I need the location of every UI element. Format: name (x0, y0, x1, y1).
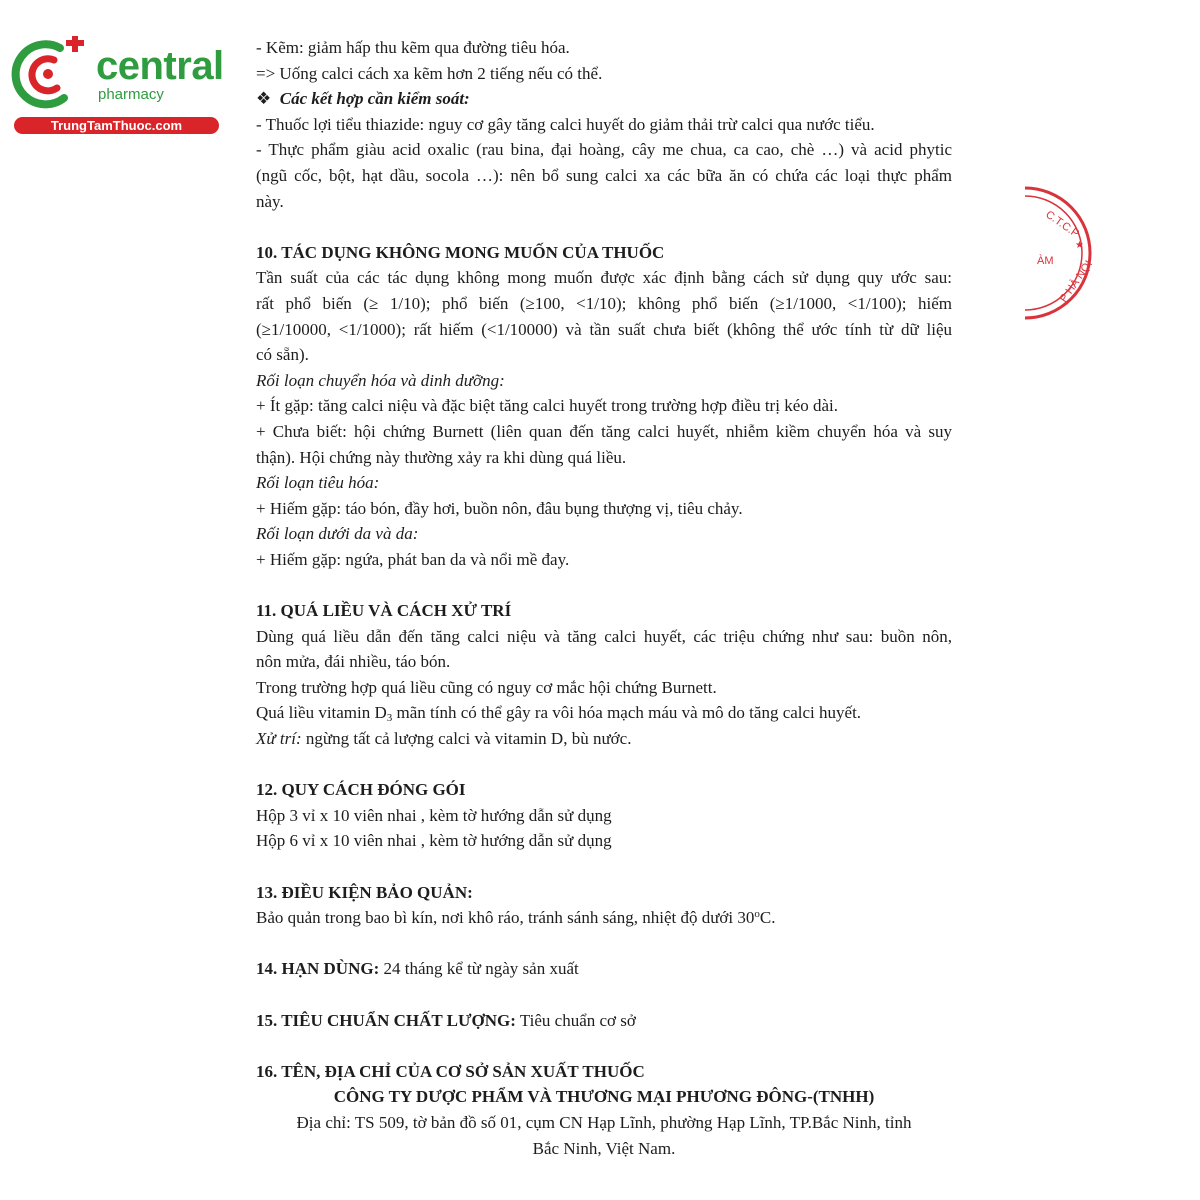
text-line: Bảo quản trong bao bì kín, nơi khô ráo, tránh sánh sáng, nhiệt độ dưới 30$^o$C. (256, 908, 776, 928)
svg-text:★: ★ (1075, 240, 1084, 251)
text-line: + Ít gặp: tăng calci niệu và đặc biệt tăng calci huyết trong trường hợp điều trị kéo dài. (256, 396, 839, 416)
text-line: có sẵn). (256, 345, 309, 365)
subheading-controlled-interactions: Các kết hợp cần kiểm soát: (279, 89, 470, 109)
section-15-title: 15. TIÊU CHUẨN CHẤT LƯỢNG: (256, 1010, 516, 1030)
category-label: Rối loạn dưới da và da: (256, 524, 419, 544)
svg-text:P HÀ NỘI: P HÀ NỘI (1057, 258, 1095, 305)
text-line: Xử trí: ngừng tất cả lượng calci và vitamin D, bù nước. (256, 729, 632, 749)
text-line: Trong trường hợp quá liều cũng có nguy cơ mắc hội chứng Burnett. (256, 677, 717, 697)
text-line: nôn mửa, đái nhiều, táo bón. (256, 652, 451, 672)
text-line: + Chưa biết: hội chứng Burnett (liên quan đến tăng calci huyết, nhiễm kiềm chuyển hóa và suy (256, 421, 952, 441)
section-13-title: 13. ĐIỀU KIỆN BẢO QUẢN: (256, 882, 473, 902)
subheading-line (256, 86, 952, 112)
section-14: 14. HẠN DÙNG: 24 tháng kể từ ngày sản xuất (256, 959, 579, 979)
text-line: rất phổ biến (≥ 1/10); phổ biến (≥100, <1/10); không phổ biến (≥1/1000, <1/100); hiếm (256, 293, 952, 313)
text-line: thận). Hội chứng này thường xảy ra khi dùng quá liều. (256, 447, 627, 467)
section-16-title: 16. TÊN, ĐỊA CHỈ CỦA CƠ SỞ SẢN XUẤT THUỐC (256, 1061, 645, 1081)
brand-name: central (96, 44, 224, 88)
category-label: Rối loạn tiêu hóa: (256, 473, 380, 493)
text-line: + Hiếm gặp: ngứa, phát ban da và nổi mề đay. (256, 549, 570, 569)
text-line: (≥1/10000, <1/1000); rất hiếm (<1/10000) và tần suất chưa biết (không thể ước tính từ dữ liệu (256, 319, 952, 339)
category-label: Rối loạn chuyển hóa và dinh dưỡng: (256, 370, 505, 390)
text-line: - Thực phẩm giàu acid oxalic (rau bina, đại hoàng, cây me chua, ca cao, chè …) và acid phytic (256, 140, 952, 160)
text-line: - Kẽm: giảm hấp thu kẽm qua đường tiêu hóa. (256, 38, 570, 57)
central-pharmacy-logo-mark-icon (10, 36, 94, 116)
text-line: => Uống calci cách xa kẽm hơn 2 tiếng nếu có thể. (256, 63, 603, 83)
website-badge: TrungTamThuoc.com (14, 117, 219, 134)
section-11-title: 11. QUÁ LIỀU VÀ CÁCH XỬ TRÍ (256, 601, 512, 621)
treatment-label: Xử trí: (256, 729, 302, 749)
company-name: CÔNG TY DƯỢC PHẨM VÀ THƯƠNG MẠI PHƯƠNG ĐÔNG-(TNHH) (333, 1087, 875, 1107)
text-line: - Thuốc lợi tiểu thiazide: nguy cơ gây tăng calci huyết do giảm thải trừ calci qua nước tiểu. (256, 114, 875, 134)
svg-text:ÀM: ÀM (1037, 255, 1054, 267)
section-12-title: 12. QUY CÁCH ĐÓNG GÓI (256, 780, 466, 800)
svg-text:C.T.C.P: C.T.C.P (1043, 208, 1082, 241)
text-line: Dùng quá liều dẫn đến tăng calci niệu và tăng calci huyết, các triệu chứng như sau: buồn nôn, (256, 626, 952, 646)
text-line: Hộp 6 vỉ x 10 viên nhai , kèm tờ hướng dẫn sử dụng (256, 831, 612, 851)
section-14-title: 14. HẠN DÙNG: (256, 959, 380, 979)
text-line: (ngũ cốc, bột, hạt dầu, socola …): nên bổ sung calci xa các bữa ăn có chứa các loại thực phẩm (256, 165, 952, 185)
brand-subtitle: pharmacy (98, 86, 164, 103)
pharmacy-logo (10, 36, 224, 136)
section-15: 15. TIÊU CHUẨN CHẤT LƯỢNG: Tiêu chuẩn cơ sở (256, 1010, 636, 1030)
text-line: Hộp 3 vỉ x 10 viên nhai , kèm tờ hướng dẫn sử dụng (256, 805, 612, 825)
company-stamp (1025, 178, 1095, 328)
section-10-title: 10. TÁC DỤNG KHÔNG MONG MUỐN CỦA THUỐC (256, 242, 665, 262)
company-address-line: Bắc Ninh, Việt Nam. (532, 1138, 676, 1158)
text-line: Quá liều vitamin $D_3$ mãn tính có thể gây ra vôi hóa mạch máu và mô do tăng calci huyết. (256, 703, 862, 725)
text-line: này. (256, 191, 284, 211)
document-body (256, 35, 952, 1161)
diamond-bullet-icon: ❖ (256, 89, 272, 109)
company-address-line: Địa chỉ: TS 509, tờ bản đồ số 01, cụm CN Hạp Lĩnh, phường Hạp Lĩnh, TP.Bắc Ninh, tỉnh (296, 1112, 912, 1132)
text-line: + Hiếm gặp: táo bón, đầy hơi, buồn nôn, đâu bụng thượng vị, tiêu chảy. (256, 498, 743, 518)
text-line: Tần suất của các tác dụng không mong muốn được xác định bằng cách sử dụng quy ước sau: (256, 268, 952, 288)
